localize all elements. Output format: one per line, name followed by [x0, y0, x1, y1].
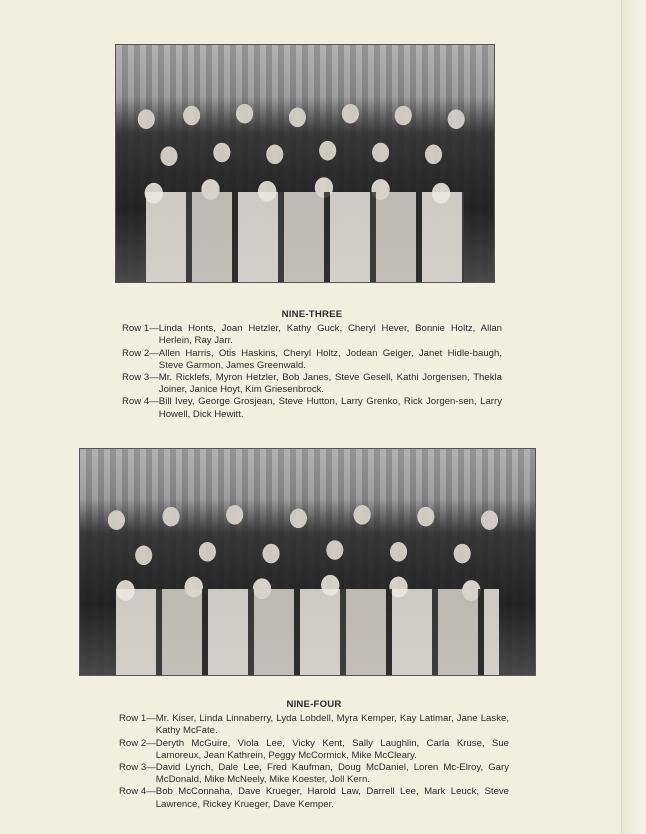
class-photo-nine-four [79, 448, 536, 676]
row-names: Bob McConnaha, Dave Krueger, Harold Law, Darrell Lee, Mark Leuck, Steve Lawrence, Rickey Krueger, Dave Kemper. [155, 786, 509, 810]
row-label: Row 3— [122, 372, 159, 384]
row-names: Bill Ivey, George Grosjean, Steve Hutton, Larry Grenko, Rick Jorgen-sen, Larry Howell, Dick Hewitt. [158, 396, 502, 420]
class-photo-nine-three [115, 44, 495, 283]
row-label: Row 4— [119, 786, 156, 798]
caption-row [119, 762, 509, 786]
caption-row [122, 348, 502, 372]
section-title: NINE-FOUR [286, 699, 342, 710]
page-edge [621, 0, 646, 834]
row-names: Mr. Ricklefs, Myron Hetzler, Bob Janes, Steve Gesell, Kathi Jorgensen, Thekla Joiner, Janice Hoyt, Kim Griesenbrock. [158, 372, 502, 396]
caption-nine-three [122, 309, 502, 421]
row-label: Row 4— [122, 396, 159, 408]
row-names: Linda Honts, Joan Hetzler, Kathy Guck, Cheryl Hever, Bonnie Holtz, Allan Herlein, Ray Jarr. [158, 323, 502, 347]
photo-front-row [116, 589, 498, 675]
section-title: NINE-THREE [281, 309, 343, 320]
row-names: Deryth McGuire, Viola Lee, Vicky Kent, Sally Laughlin, Carla Kruse, Sue Lamoreux, Jean Kathrein, Peggy McCormick, Mike McCleary. [155, 737, 509, 761]
caption-row [122, 323, 502, 347]
caption-nine-four [119, 699, 509, 811]
caption-row [119, 738, 509, 762]
row-names: David Lynch, Dale Lee, Fred Kaufman, Doug McDaniel, Loren Mc-Elroy, Gary McDonald, Mike McNeely, Mike Koester, Joll Kern. [155, 762, 509, 786]
caption-row [122, 372, 502, 396]
photo-front-row [146, 192, 464, 282]
row-label: Row 2— [119, 737, 156, 749]
row-label: Row 2— [122, 347, 159, 359]
row-label: Row 1— [122, 323, 159, 335]
row-label: Row 3— [119, 762, 156, 774]
caption-row [119, 786, 509, 810]
row-names: Mr. Kiser, Linda Linnaberry, Lyda Lobdell, Myra Kemper, Kay Latimar, Jane Laske, Kathy McFate. [155, 713, 509, 737]
caption-row [119, 713, 509, 737]
row-label: Row 1— [119, 713, 156, 725]
caption-row [122, 396, 502, 420]
row-names: Allen Harris, Otis Haskins, Cheryl Holtz, Jodean Geiger, Janet Hidle-baugh, Steve Garmon, James Greenwald. [158, 347, 502, 371]
